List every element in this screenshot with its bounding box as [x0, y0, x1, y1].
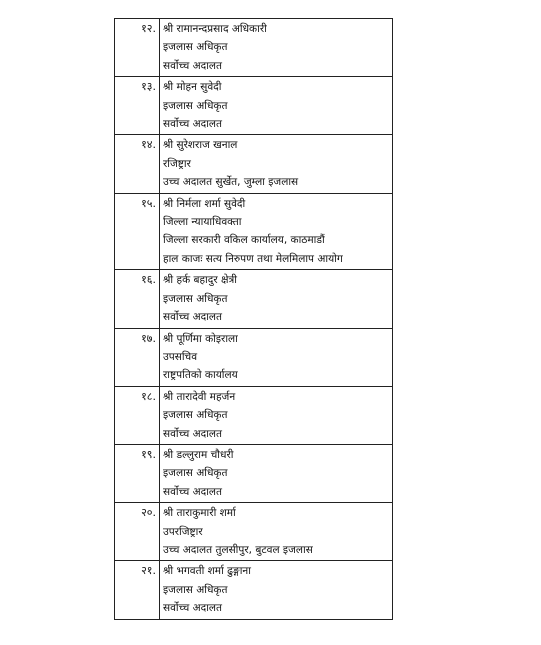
entry-office: सर्वोच्च अदालत	[163, 485, 223, 498]
entry-details	[160, 270, 393, 328]
entry-current-assignment: हाल काजः सत्य निरुपण तथा मेलमिलाप आयोग	[163, 252, 343, 265]
entry-name: श्री मोहन सुवेदी	[163, 81, 222, 94]
entry-position: इजलास अधिकृत	[163, 292, 228, 305]
entry-details	[160, 193, 393, 270]
entry-details	[160, 328, 393, 386]
entry-position: इजलास अधिकृत	[163, 99, 228, 112]
table-row	[115, 270, 393, 328]
entry-details	[160, 503, 393, 561]
table-row	[115, 386, 393, 444]
table-row	[115, 561, 393, 619]
entry-name: श्री रामानन्दप्रसाद अधिकारी	[163, 23, 267, 35]
entry-position: इजलास अधिकृत	[163, 583, 228, 596]
table-row	[115, 135, 393, 193]
entry-name: श्री सुरेशराज खनाल	[163, 139, 238, 152]
entry-details	[160, 19, 393, 77]
entry-number: २०.	[115, 503, 160, 561]
entry-number: २१.	[115, 561, 160, 619]
entry-number: १६.	[115, 270, 160, 328]
roster-table	[114, 18, 393, 620]
table-row	[115, 193, 393, 270]
table-row	[115, 444, 393, 502]
entry-details	[160, 561, 393, 619]
table-row	[115, 19, 393, 77]
entry-position: इजलास अधिकृत	[163, 409, 228, 422]
entry-position: जिल्ला न्यायाधिवक्ता	[163, 216, 242, 229]
entry-position: इजलास अधिकृत	[163, 467, 228, 480]
entry-number: १७.	[115, 328, 160, 386]
entry-office: सर्वोच्च अदालत	[163, 602, 223, 615]
entry-name: श्री निर्मला शर्मा सुवेदी	[163, 197, 246, 210]
entry-office: सर्वोच्च अदालत	[163, 311, 223, 324]
entry-office: सर्वोच्च अदालत	[163, 427, 223, 440]
table-row	[115, 328, 393, 386]
table-row	[115, 77, 393, 135]
entry-position: उपरजिष्ट्रार	[163, 525, 203, 538]
entry-office: सर्वोच्च अदालत	[163, 59, 223, 72]
entry-office: उच्च अदालत सुर्खेत, जुम्ला इजलास	[163, 176, 299, 189]
entry-details	[160, 135, 393, 193]
entry-details	[160, 444, 393, 502]
entry-office: जिल्ला सरकारी वकिल कार्यालय, काठमाडौं	[163, 234, 325, 247]
entry-number: १३.	[115, 77, 160, 135]
entry-details	[160, 77, 393, 135]
entry-name: श्री ताराकुमारी शर्मा	[163, 507, 236, 520]
table-row	[115, 503, 393, 561]
entry-name: श्री भगवती शर्मा ढुङ्गाना	[163, 565, 251, 578]
entry-details	[160, 386, 393, 444]
entry-name: श्री पूर्णिमा कोइराला	[163, 332, 238, 345]
entry-name: श्री तारादेवी महर्जन	[163, 390, 236, 403]
entry-number: १९.	[115, 444, 160, 502]
entry-office: राष्ट्रपतिको कार्यालय	[163, 369, 238, 382]
entry-number: १८.	[115, 386, 160, 444]
entry-name: श्री डल्लुराम चौधरी	[163, 448, 234, 461]
entry-name: श्री हर्क बहादुर क्षेत्री	[163, 274, 238, 287]
entry-position: रजिष्ट्रार	[163, 157, 191, 170]
entry-position: इजलास अधिकृत	[163, 41, 228, 54]
entry-office: सर्वोच्च अदालत	[163, 118, 223, 131]
entry-number: १२.	[115, 19, 160, 77]
entry-position: उपसचिव	[163, 350, 198, 363]
entry-number: १४.	[115, 135, 160, 193]
entry-office: उच्च अदालत तुलसीपुर, बुटवल इजलास	[163, 543, 313, 556]
entry-number: १५.	[115, 193, 160, 270]
